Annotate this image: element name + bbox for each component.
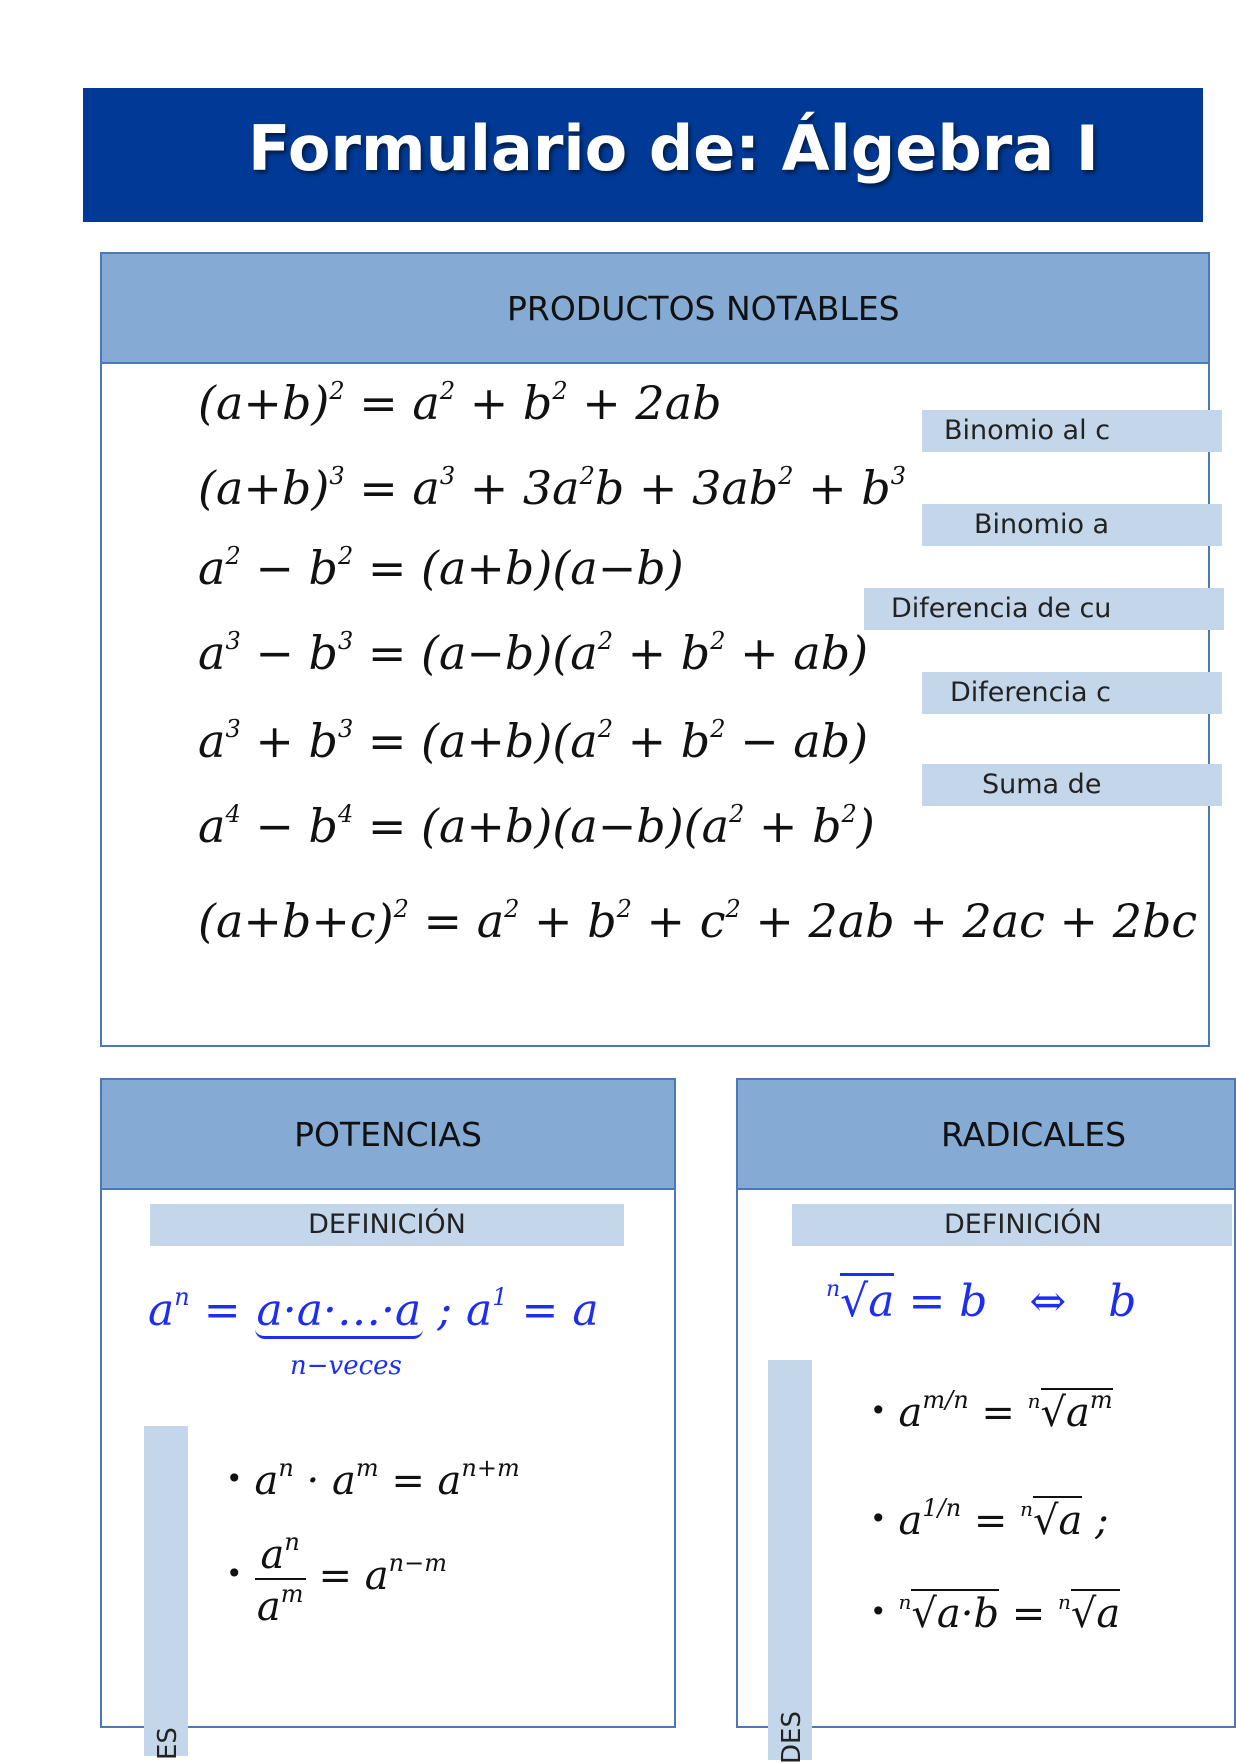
radicales-rule-exponente-unitario: • $a^{1/n} = ^n√a$ ; — [870, 1494, 1109, 1544]
formula-binomio-cubo: $(a+b)^3 = a^3 + 3a^2b + 3ab^2 + b^3$ — [198, 461, 907, 515]
title-banner — [83, 88, 1203, 222]
formula-binomio-cuadrado: $(a+b)^2 = a^2 + b^2 + 2ab$ — [198, 376, 722, 430]
radicales-definicion-formula: $^n$√a = b ⇔ b — [826, 1276, 1136, 1327]
radicales-rule-producto: • $^n$√a·b = $^n$√a — [870, 1590, 1121, 1637]
tag-diferencia-cuadrados: Diferencia de cu — [864, 588, 1224, 630]
formula-diferencia-cuartas: $a^4 - b^4 = (a+b)(a-b)(a^2 + b^2)$ — [198, 799, 875, 853]
radicales-rule-exponente-fraccion: • $a^{m/n} = ^n√a^m$ — [870, 1386, 1113, 1436]
radicales-side-bar — [768, 1360, 812, 1764]
potencias-rule-producto: • $a^n \cdot a^m = a^{n+m}$ — [226, 1454, 520, 1504]
productos-notables-panel — [100, 252, 1210, 1047]
potencias-panel — [100, 1078, 676, 1760]
tag-binomio-cubo: Binomio a — [922, 504, 1222, 546]
potencias-heading: POTENCIAS — [102, 1080, 674, 1190]
radicales-definicion-label: DEFINICIÓN — [792, 1204, 1232, 1246]
potencias-side-bar — [144, 1426, 188, 1760]
formula-trinomio-cuadrado: $(a+b+c)^2 = a^2 + b^2 + c^2 + 2ab + 2ac + 2bc$ — [198, 894, 1198, 948]
potencias-definicion-label: DEFINICIÓN — [150, 1204, 624, 1246]
formula-diferencia-cubos: $a^3 - b^3 = (a-b)(a^2 + b^2 + ab)$ — [198, 626, 869, 680]
productos-notables-heading: PRODUCTOS NOTABLES — [102, 254, 1208, 364]
radicales-side-label: DES — [777, 1711, 807, 1764]
tag-binomio-cuadrado: Binomio al c — [922, 410, 1222, 452]
radicales-heading: RADICALES — [738, 1080, 1234, 1190]
potencias-rule-cociente: • $\frac{a^n}{a^m}$ = $a^{n-m}$ — [226, 1528, 447, 1630]
potencias-n-veces-note: n−veces — [290, 1351, 402, 1381]
radicales-panel — [736, 1078, 1236, 1764]
potencias-side-label: ES — [153, 1727, 183, 1760]
page-title: Formulario de: Álgebra I — [248, 112, 1099, 185]
formula-diferencia-cuadrados: $a^2 - b^2 = (a+b)(a-b)$ — [198, 541, 684, 595]
potencias-definicion-formula: $a^n$ = a·a·…·a ; $a^1 = a$ — [148, 1283, 599, 1336]
formula-suma-cubos: $a^3 + b^3 = (a+b)(a^2 + b^2 - ab)$ — [198, 714, 869, 768]
tag-diferencia-cubos: Diferencia c — [922, 672, 1222, 714]
tag-suma-cubos: Suma de — [922, 764, 1222, 806]
